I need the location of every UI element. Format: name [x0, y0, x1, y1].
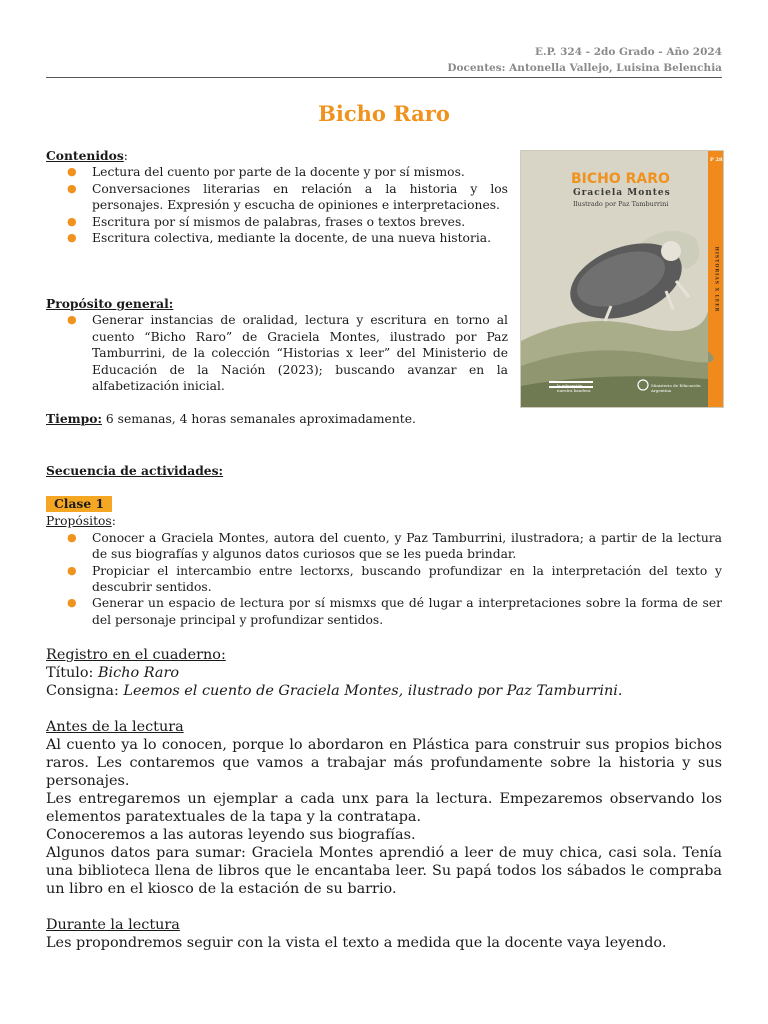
proposito-section — [46, 296, 508, 394]
antes-heading: Antes de la lectura — [46, 719, 184, 735]
list-item — [46, 181, 508, 214]
bullet-icon: ● — [67, 181, 77, 195]
list-item-text: Lectura del cuento por parte de la docente y por sí mismos. — [92, 165, 465, 180]
list-item — [46, 595, 722, 628]
book-cover-image — [520, 150, 724, 408]
bullet-icon: ● — [67, 214, 77, 228]
proposito-list — [46, 312, 508, 394]
bullet-icon: ● — [67, 313, 77, 327]
list-item-text: Generar instancias de oralidad, lectura y escritura en torno al cuento “Bicho Raro” de Graciela Montes, ilustrado por Paz Tamburrini, de la colección “Historias x leer” del Ministerio de Educación de la Nación (2023); buscando avanzar en la alfabetización inicial. — [92, 313, 508, 394]
registro-section — [46, 646, 722, 700]
consigna-value: Leemos el cuento de Graciela Montes, ilustrado por Paz Tamburrini. — [123, 683, 623, 699]
bullet-icon: ● — [67, 596, 77, 610]
cover-spine-text: HISTORIAS X LEER — [713, 246, 719, 313]
cover-code: P 28 — [710, 157, 723, 163]
durante-heading: Durante la lectura — [46, 917, 180, 933]
proposito-heading: Propósito general: — [46, 296, 174, 311]
header-teachers-line: Docentes: Antonella Vallejo, Luisina Belenchia — [447, 62, 722, 74]
list-item — [46, 164, 508, 180]
contenidos-list — [46, 164, 508, 246]
contenidos-colon: : — [123, 149, 128, 163]
list-item — [46, 530, 722, 563]
titulo-value: Bicho Raro — [97, 665, 179, 681]
contenidos-heading: Contenidos — [46, 148, 124, 163]
registro-heading: Registro en el cuaderno: — [46, 647, 226, 663]
cover-illustrator: Ilustrado por Paz Tamburrini — [573, 200, 669, 208]
paragraph: Les propondremos seguir con la vista el texto a medida que la docente vaya leyendo. — [46, 935, 667, 951]
list-item — [46, 230, 508, 246]
cover-logo-right: Ministerio de Educación Argentina — [651, 383, 701, 393]
propositos-label: Propósitos — [46, 514, 112, 529]
propositos-colon: : — [111, 514, 116, 529]
list-item-text: Conocer a Graciela Montes, autora del cuento, y Paz Tamburrini, ilustradora; a partir de la lectura de sus biografías y algunos datos curiosos que se les pueda brindar. — [92, 530, 722, 562]
list-item-text: Conversaciones literarias en relación a la historia y los personajes. Expresión y escucha de opiniones e interpretaciones. — [92, 181, 508, 213]
list-item — [46, 563, 722, 596]
document-header — [447, 44, 722, 76]
clase-section — [46, 496, 722, 628]
paragraph: Conoceremos a las autoras leyendo sus biografías. — [46, 827, 416, 843]
list-item-text: Propiciar el intercambio entre lectorxs, buscando profundizar en la interpretación del texto y descubrir sentidos. — [92, 563, 722, 595]
header-school-line: E.P. 324 - 2do Grado - Año 2024 — [534, 46, 722, 58]
tiempo-section — [46, 411, 646, 427]
list-item-text: Escritura colectiva, mediante la docente, de una nueva historia. — [92, 231, 492, 246]
list-item — [46, 312, 508, 394]
secuencia-section — [46, 463, 223, 479]
document-title: Bicho Raro — [318, 101, 450, 126]
durante-section — [46, 916, 722, 952]
paragraph: Les entregaremos un ejemplar a cada unx para la lectura. Empezaremos observando los elementos paratextuales de la tapa y la contratapa. — [46, 791, 722, 825]
header-divider — [46, 77, 722, 78]
tiempo-heading: Tiempo: — [46, 411, 102, 426]
contenidos-section — [46, 148, 508, 246]
antes-section — [46, 718, 722, 898]
bullet-icon: ● — [67, 563, 77, 577]
bullet-icon: ● — [67, 530, 77, 544]
cover-title: BICHO RARO — [571, 171, 670, 187]
list-item — [46, 214, 508, 230]
bullet-icon: ● — [67, 165, 77, 179]
cover-logo-left: la educación nuestra bandera — [557, 383, 591, 393]
bullet-icon: ● — [67, 231, 77, 245]
consigna-label: Consigna: — [46, 683, 124, 699]
clase-propositos-list — [46, 530, 722, 628]
titulo-label: Título: — [46, 665, 98, 681]
tiempo-text: 6 semanas, 4 horas semanales aproximadamente. — [102, 412, 416, 426]
paragraph: Algunos datos para sumar: Graciela Montes aprendió a leer de muy chica, casi sola. Tenía una biblioteca llena de libros que le encantaba leer. Su papá todos los sábados le compraba un libro en el kiosco de la estación de su barrio. — [46, 845, 722, 897]
list-item-text: Escritura por sí mismos de palabras, frases o textos breves. — [92, 214, 466, 229]
cover-author: Graciela Montes — [573, 188, 671, 198]
clase-badge: Clase 1 — [46, 496, 112, 512]
secuencia-heading: Secuencia de actividades: — [46, 463, 224, 478]
list-item-text: Generar un espacio de lectura por sí mismxs que dé lugar a interpretaciones sobre la forma de ser del personaje principal y profundizar sentidos. — [92, 596, 722, 627]
paragraph: Al cuento ya lo conocen, porque lo abordaron en Plástica para construir sus propios bichos raros. Les contaremos que vamos a trabajar más profundamente sobre la historia y sus personajes. — [46, 737, 722, 789]
